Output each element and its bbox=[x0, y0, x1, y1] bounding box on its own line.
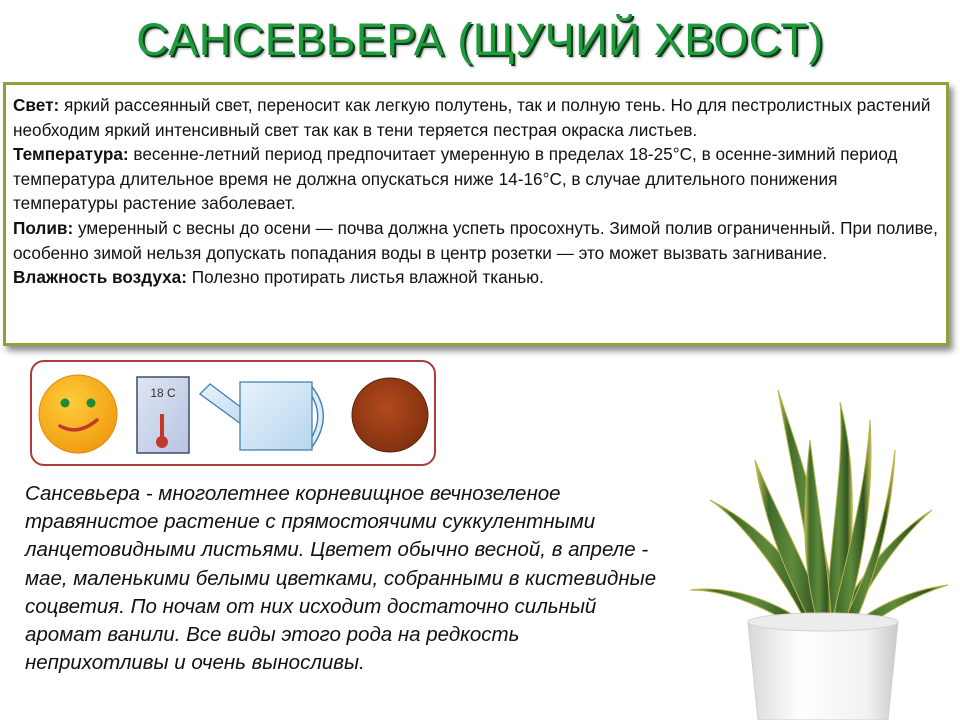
light-label: Свет: bbox=[13, 95, 60, 115]
care-info-box bbox=[3, 82, 949, 346]
temperature-text: весенне-летний период предпочитает умеренную в пределах 18-25°С, в осенне-зимний период температура длительное время не должна опускаться ниже 14-16°С, в случае длительного понижения температуры растение заболевает. bbox=[13, 144, 898, 214]
watering-label: Полив: bbox=[13, 217, 74, 238]
plant-description: Сансевьера - многолетнее корневищное вечнозеленое травянистое растение с прямостоячими суккулентными ланцетовидными листьями. Цветет обычно весной, в апреле - мае, маленькими белыми цветками, собранными в кистевидные соцветия. По ночам от них исходит достаточно сильный аромат ванили. Все виды этого рода на редкость неприхотливы и очень выносливы. bbox=[25, 482, 657, 675]
watering-paragraph bbox=[13, 216, 940, 265]
snake-plant-image bbox=[670, 380, 960, 720]
thermometer-icon bbox=[136, 376, 190, 454]
sun-smiley-icon bbox=[36, 372, 120, 456]
light-text: яркий рассеянный свет, переносит как легкую полутень, так и полную тень. Но для пестролистных растений необходим яркий интенсивный свет так как в тени теряется пестрая окраска листьев. bbox=[13, 95, 931, 140]
temperature-paragraph bbox=[13, 142, 940, 216]
care-icons-panel bbox=[30, 360, 436, 466]
page-title: САНСЕВЬЕРА (ЩУЧИЙ ХВОСТ) bbox=[136, 14, 824, 65]
thermometer-label: 18 С bbox=[150, 386, 176, 400]
light-paragraph bbox=[13, 93, 940, 142]
watering-can-icon bbox=[196, 376, 336, 456]
soil-ball-icon bbox=[350, 376, 430, 454]
humidity-paragraph bbox=[13, 265, 940, 290]
humidity-label: Влажность воздуха: bbox=[13, 267, 187, 288]
watering-text: умеренный с весны до осени — почва должна успеть просохнуть. Зимой полив ограниченный. При поливе, особенно зимой нельзя допускать попадания воды в центр розетки — это может вызвать загнивание. bbox=[13, 217, 938, 263]
temperature-label: Температура: bbox=[13, 144, 129, 165]
humidity-text: Полезно протирать листья влажной тканью. bbox=[186, 267, 544, 288]
